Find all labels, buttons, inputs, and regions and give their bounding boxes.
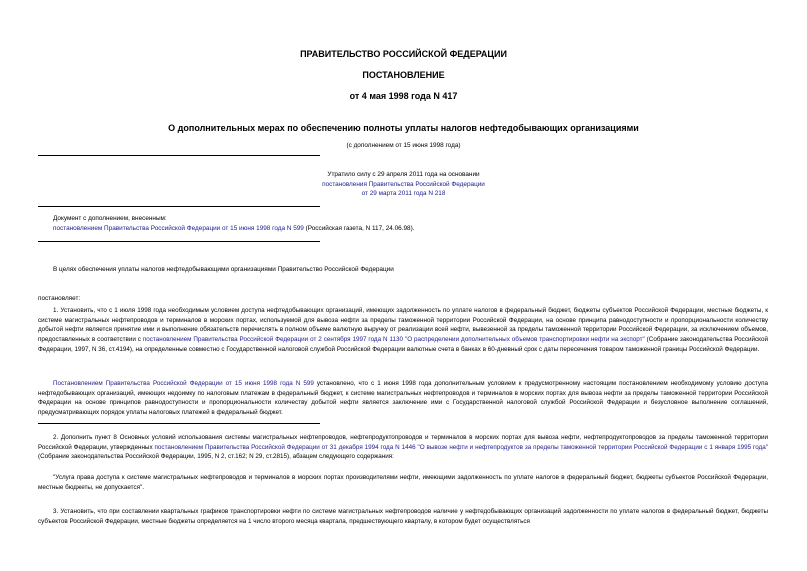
repeal-notice [0,170,807,199]
amendment-note: (с дополнением от 15 июня 1998 года) [346,142,461,149]
quoted-paragraph: "Услуга права доступа к системе магистральных нефтепроводов и терминалов в морских портах производителями нефти, имеющими задолженность по уплате налогов в федеральный бюджет, бюджеты субъектов Российской Федерации, местные бюджеты, не допускается". [38,474,768,491]
amendment-label: Документ с дополнением, внесенным: [53,215,167,222]
decides-label: постановляет: [38,295,81,302]
separator-line [38,155,320,156]
paragraph-addition-link[interactable]: Постановлением Правительства Российской Федерации от 15 июня 1998 года N 599 [53,380,314,387]
paragraph-1-link[interactable]: постановлением Правительства Российской Федерации от 2 сентября 1997 года N 1130 "О распределении дополнительных объемов транспортировки нефти на экспорт" [142,336,645,344]
amendment-link[interactable]: постановлением Правительства Российской Федерации от 15 июня 1998 года N 599 [53,224,304,232]
amendment-block [53,214,773,233]
paragraph-addition [38,379,768,418]
document-type-heading: ПОСТАНОВЛЕНИЕ [362,70,445,80]
repeal-link-decree[interactable]: постановления Правительства Российской Федерации [322,180,485,188]
paragraph-1-text: 1. Установить, что с 1 июля 1998 года необходимым условием доступа нефтедобывающих организаций, имеющих задолженность по уплате налогов в федеральный бюджет, бюджеты субъектов Российской Федерации, местные бюджеты, к системе магистральных нефтепроводов и терминалов в морских портах, используемой для вывоза нефти за пределы таможенной территории Российской Федерации, на основе принципа равнодоступности и пропорциональности количеству добытой нефти является принятие ими и выполнение обязательств перечислять в полном объеме валютную выручку от реализации всей нефти, вывезенной за пределы таможенной территории Российской Федерации, за исключением объемов, предоставленных в соответствии с [38,307,768,344]
separator-line [38,206,320,207]
separator-line [38,241,320,242]
amendment-source: (Российская газета, N 117, 24.06.98). [303,224,415,232]
government-heading: ПРАВИТЕЛЬСТВО РОССИЙСКОЙ ФЕДЕРАЦИИ [300,49,507,59]
date-number-heading: от 4 мая 1998 года N 417 [349,91,458,101]
paragraph-2 [38,433,768,462]
document-title: О дополнительных мерах по обеспечению полноты уплаты налогов нефтедобывающих организациями [168,123,639,133]
preamble: В целях обеспечения уплаты налогов нефтедобывающими организациями Правительство Российской Федерации [53,266,394,273]
paragraph-1-text-end: (Собрание законодательства Российской Федерации, 1997, N 36, ст.4194), на определенные совместно с Государственной налоговой службой Российской Федерации валютные счета в банках в 60-дневный срок с даты пересечения товаром таможенной границы Российской Федерации. [38,336,768,353]
paragraph-2-text-end: (Собрание законодательства Российской Федерации, 1995, N 2, ст.162; N 29, ст.2815), абзацем следующего содержания: [38,453,394,461]
paragraph-1 [38,306,768,355]
paragraph-addition-text: установлено, что с 1 июня 1998 года дополнительным условием к предусмотренному настоящим постановлением необходимому условию доступа нефтедобывающих организаций, имеющих недоимку по налоговым платежам в федеральный бюджет, к системе магистральных нефтепроводов и терминалов в морских портах для вывоза нефти за пределы таможенной территории Российской Федерации на основе принципов равнодоступности и пропорциональности количеству добытой нефти является заключение ими с Государственной налоговой службой Российской Федерации и безусловное выполнение соглашений, предусматривающих порядок уплаты налоговых платежей в федеральный бюджет. [38,380,768,417]
repeal-link-date[interactable]: от 29 марта 2011 года N 218 [361,190,446,198]
paragraph-3: 3. Установить, что при составлении квартальных графиков транспортировки нефти по системе магистральных нефтепроводов наличие у нефтедобывающих организаций задолженности по уплате налогов в федеральный бюджет, бюджеты субъектов Российской Федерации, местные бюджеты определяется на 1 число второго месяца квартала, предшествующего кварталу, в котором будет осуществляться [38,508,768,525]
paragraph-2-link[interactable]: постановлением Правительства Российской Федерации от 31 декабря 1994 года N 1446 "О вывозе нефти и нефтепродуктов за пределы таможенной территории Российской Федерации с 1 января 1995 года" [154,443,768,451]
repeal-text: Утратило силу с 29 апреля 2011 года на основании [327,171,480,178]
paragraph-2-text: 2. Дополнить пункт 8 Основных условий использования системы магистральных нефтепроводов, нефтепродуктопроводов и терминалов в морских портах для вывоза нефти, нефтепродуктопроводов за пределы таможенной территории Российской Федерации, утвержденных [38,434,768,451]
separator-line [38,423,320,424]
